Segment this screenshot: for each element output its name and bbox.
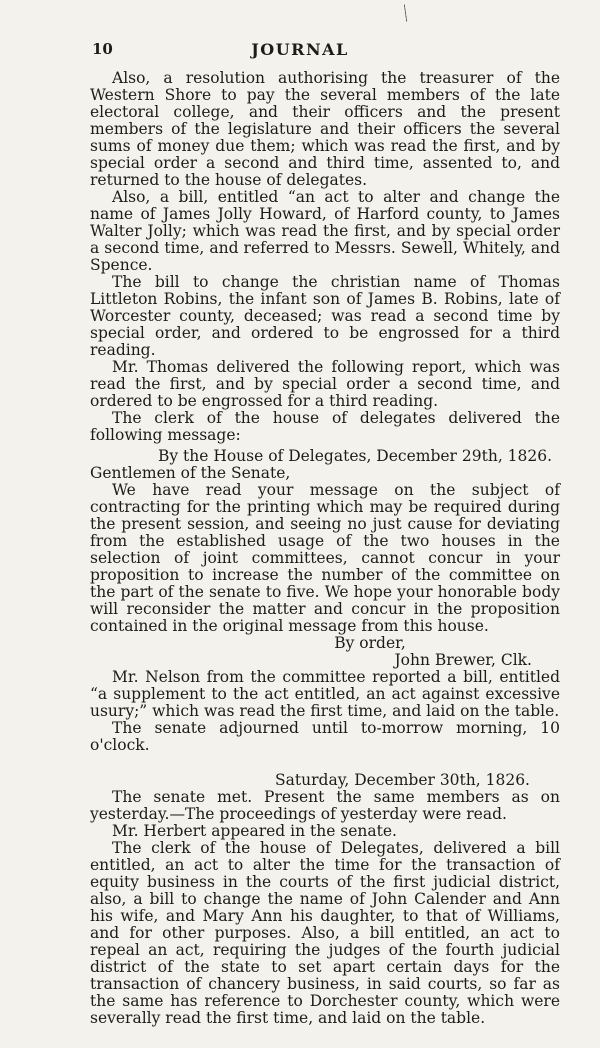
paragraph: Also, a bill, entitled “an act to alter and change the name of James Jolly Howard, of Harford county, to James Walter Jolly; which was read the first, and by special order a second time, and referred to Messrs. Sewell, Whitely, and Spence. [90, 188, 560, 274]
page-number: 10 [92, 40, 113, 58]
paragraph: Mr. Herbert appeared in the senate. [112, 822, 397, 840]
paragraph: The bill to change the christian name of Thomas Littleton Robins, the infant son of James B. Robins, late of Worcester county, deceased; was read a second time by special order, and ordered to be engrossed for a third reading. [90, 273, 560, 359]
paragraph: Mr. Thomas delivered the following report, which was read the first, and by special order a second time, and ordered to be engrossed for a third reading. [90, 358, 560, 410]
paragraph: The senate adjourned until to-morrow morning, 10 o'clock. [90, 719, 560, 754]
paragraph: Also, a resolution authorising the treasurer of the Western Shore to pay the several members of the late electoral college, and their officers and the present members of the legislature and their officers the several sums of money due them; which was read the first, and by special order a second and third time, assented to, and returned to the house of delegates. [90, 69, 560, 189]
paragraph: Mr. Nelson from the committee reported a bill, entitled “a supplement to the act entitled, an act against excessive usury;” which was read the first time, and laid on the table. [90, 668, 560, 720]
paragraph: The clerk of the house of Delegates, delivered a bill entitled, an act to alter the time for the transaction of equity business in the courts of the first judicial district, also, a bill to change the name of John Calender and Ann his wife, and Mary Ann his daughter, to that of Williams, and for other purposes. Also, a bill entitled, an act to repeal an act, requiring the judges of the fourth judicial district of the state to set apart certain days for the transaction of chancery business, in said courts, so far as the same has reference to Dorchester county, which were severally read the first time, and laid on the table. [90, 839, 560, 1027]
message-by-order: By order, [334, 634, 406, 652]
message-body: We have read your message on the subject of contracting for the printing which may be required during the present session, and seeing no just cause for deviating from the established usage of the two houses in the selection of joint committees, cannot concur in your proposition to increase the number of the committee on the part of the senate to five. We hope your honorable body will reconsider the matter and concur in the proposition contained in the original message from this house. [90, 481, 560, 635]
body-text [90, 70, 560, 1027]
paragraph: The clerk of the house of delegates delivered the following message: [90, 409, 560, 444]
message-dateline: By the House of Delegates, December 29th, 1826. [157, 447, 553, 465]
margin-mark [404, 4, 408, 22]
paragraph: The senate met. Present the same members as on yesterday.—The proceedings of yesterday were read. [90, 788, 560, 823]
message-salutation: Gentlemen of the Senate, [90, 464, 291, 482]
running-title: JOURNAL [251, 40, 349, 59]
message-signature: John Brewer, Clk. [394, 651, 532, 669]
day-dateline: Saturday, December 30th, 1826. [275, 771, 530, 789]
